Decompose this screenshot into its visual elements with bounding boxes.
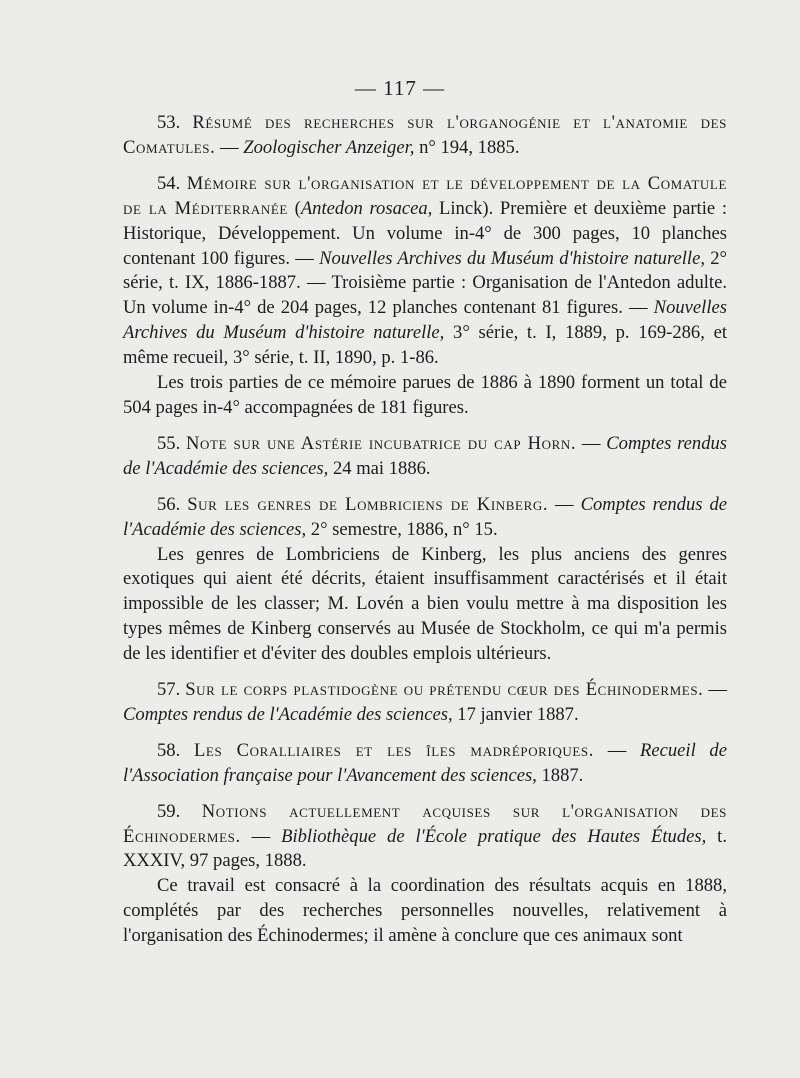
entry-title: Sur les genres de Lombriciens de Kinberg. <box>187 493 549 515</box>
entry-54-note: Les trois parties de ce mémoire parues de 1886 à 1890 forment un total de 504 pages in-4° accompagnées de 181 figures. <box>123 372 727 418</box>
entry-59: 59. Notions actuellement acquises sur l'organisation des Échinodermes. — Bibliothèque de l'École pratique des Hautes Études, t. XXXIV, 97 pages, 1888. <box>123 800 727 872</box>
entry-54: 54. Mémoire sur l'organisation et le développement de la Comatule de la Méditerranée (Antedon rosacea, Linck). Première et deuxième partie : Historique, Développement. Un volume in-4° de 300 pages, 10 planches contenant 100 figures. — Nouvelles Archives du Muséum d'histoire naturelle, 2° série, t. IX, 1886-1887. — Troisième partie : Organisation de l'Antedon adulte. Un volume in-4° de 204 pages, 12 planches contenant 81 figures. — Nouvelles Archives du Muséum d'histoire naturelle, 3° série, t. I, 1889, p. 169-286, et même recueil, 3° série, t. II, 1890, p. 1-86. <box>123 172 727 369</box>
entry-56: 56. Sur les genres de Lombriciens de Kinberg. — Comptes rendus de l'Académie des sciences, 2° semestre, 1886, n° 15. <box>123 493 727 540</box>
entry-56-note: Les genres de Lombriciens de Kinberg, les plus anciens des genres exotiques qui aient été décrits, étaient insuffisamment caractérisés et il était impossible de les classer; M. Lovén a bien voulu mettre à ma disposition les types mêmes de Kinberg conservés au Musée de Stockholm, ce qui m'a permis de les identifier et d'éviter des doubles emplois ultérieurs. <box>123 543 727 665</box>
entry-58: 58. Les Coralliaires et les îles madréporiques. — Recueil de l'Association française pour l'Avancement des sciences, 1887. <box>123 739 727 786</box>
entry-57: 57. Sur le corps plastidogène ou prétendu cœur des Échinodermes. — Comptes rendus de l'Académie des sciences, 17 janvier 1887. <box>123 679 727 725</box>
entry-53: 53. Résumé des recherches sur l'organogénie et l'anatomie des Comatules. — Zoologischer Anzeiger, n° 194, 1885. <box>123 112 727 158</box>
entry-title: Mémoire sur l'organisation et le développement de la Comatule de la Méditerranée <box>123 172 727 219</box>
entry-title: Sur le corps plastidogène ou prétendu cœur des Échinodermes. <box>185 679 704 701</box>
entry-title: Notions actuellement acquises sur l'organisation des Échinodermes. <box>123 800 727 847</box>
entry-title: Résumé des recherches sur l'organogénie et l'anatomie des Comatules. <box>123 112 727 158</box>
entry-title: Les Coralliaires et les îles madréporiques. <box>193 739 594 761</box>
entry-title: Note sur une Astérie incubatrice du cap Horn. <box>186 432 577 454</box>
entry-59-note: Ce travail est consacré à la coordination des résultats acquis en 1888, complétés par des recherches personnelles nouvelles, relativement à l'organisation des Échinodermes; il amène à conclure que ces animaux sont <box>123 875 727 947</box>
page-number: — 117 — <box>354 76 446 100</box>
body-text <box>123 111 727 949</box>
entry-55: 55. Note sur une Astérie incubatrice du cap Horn. — Comptes rendus de l'Académie des sciences, 24 mai 1886. <box>123 432 728 479</box>
